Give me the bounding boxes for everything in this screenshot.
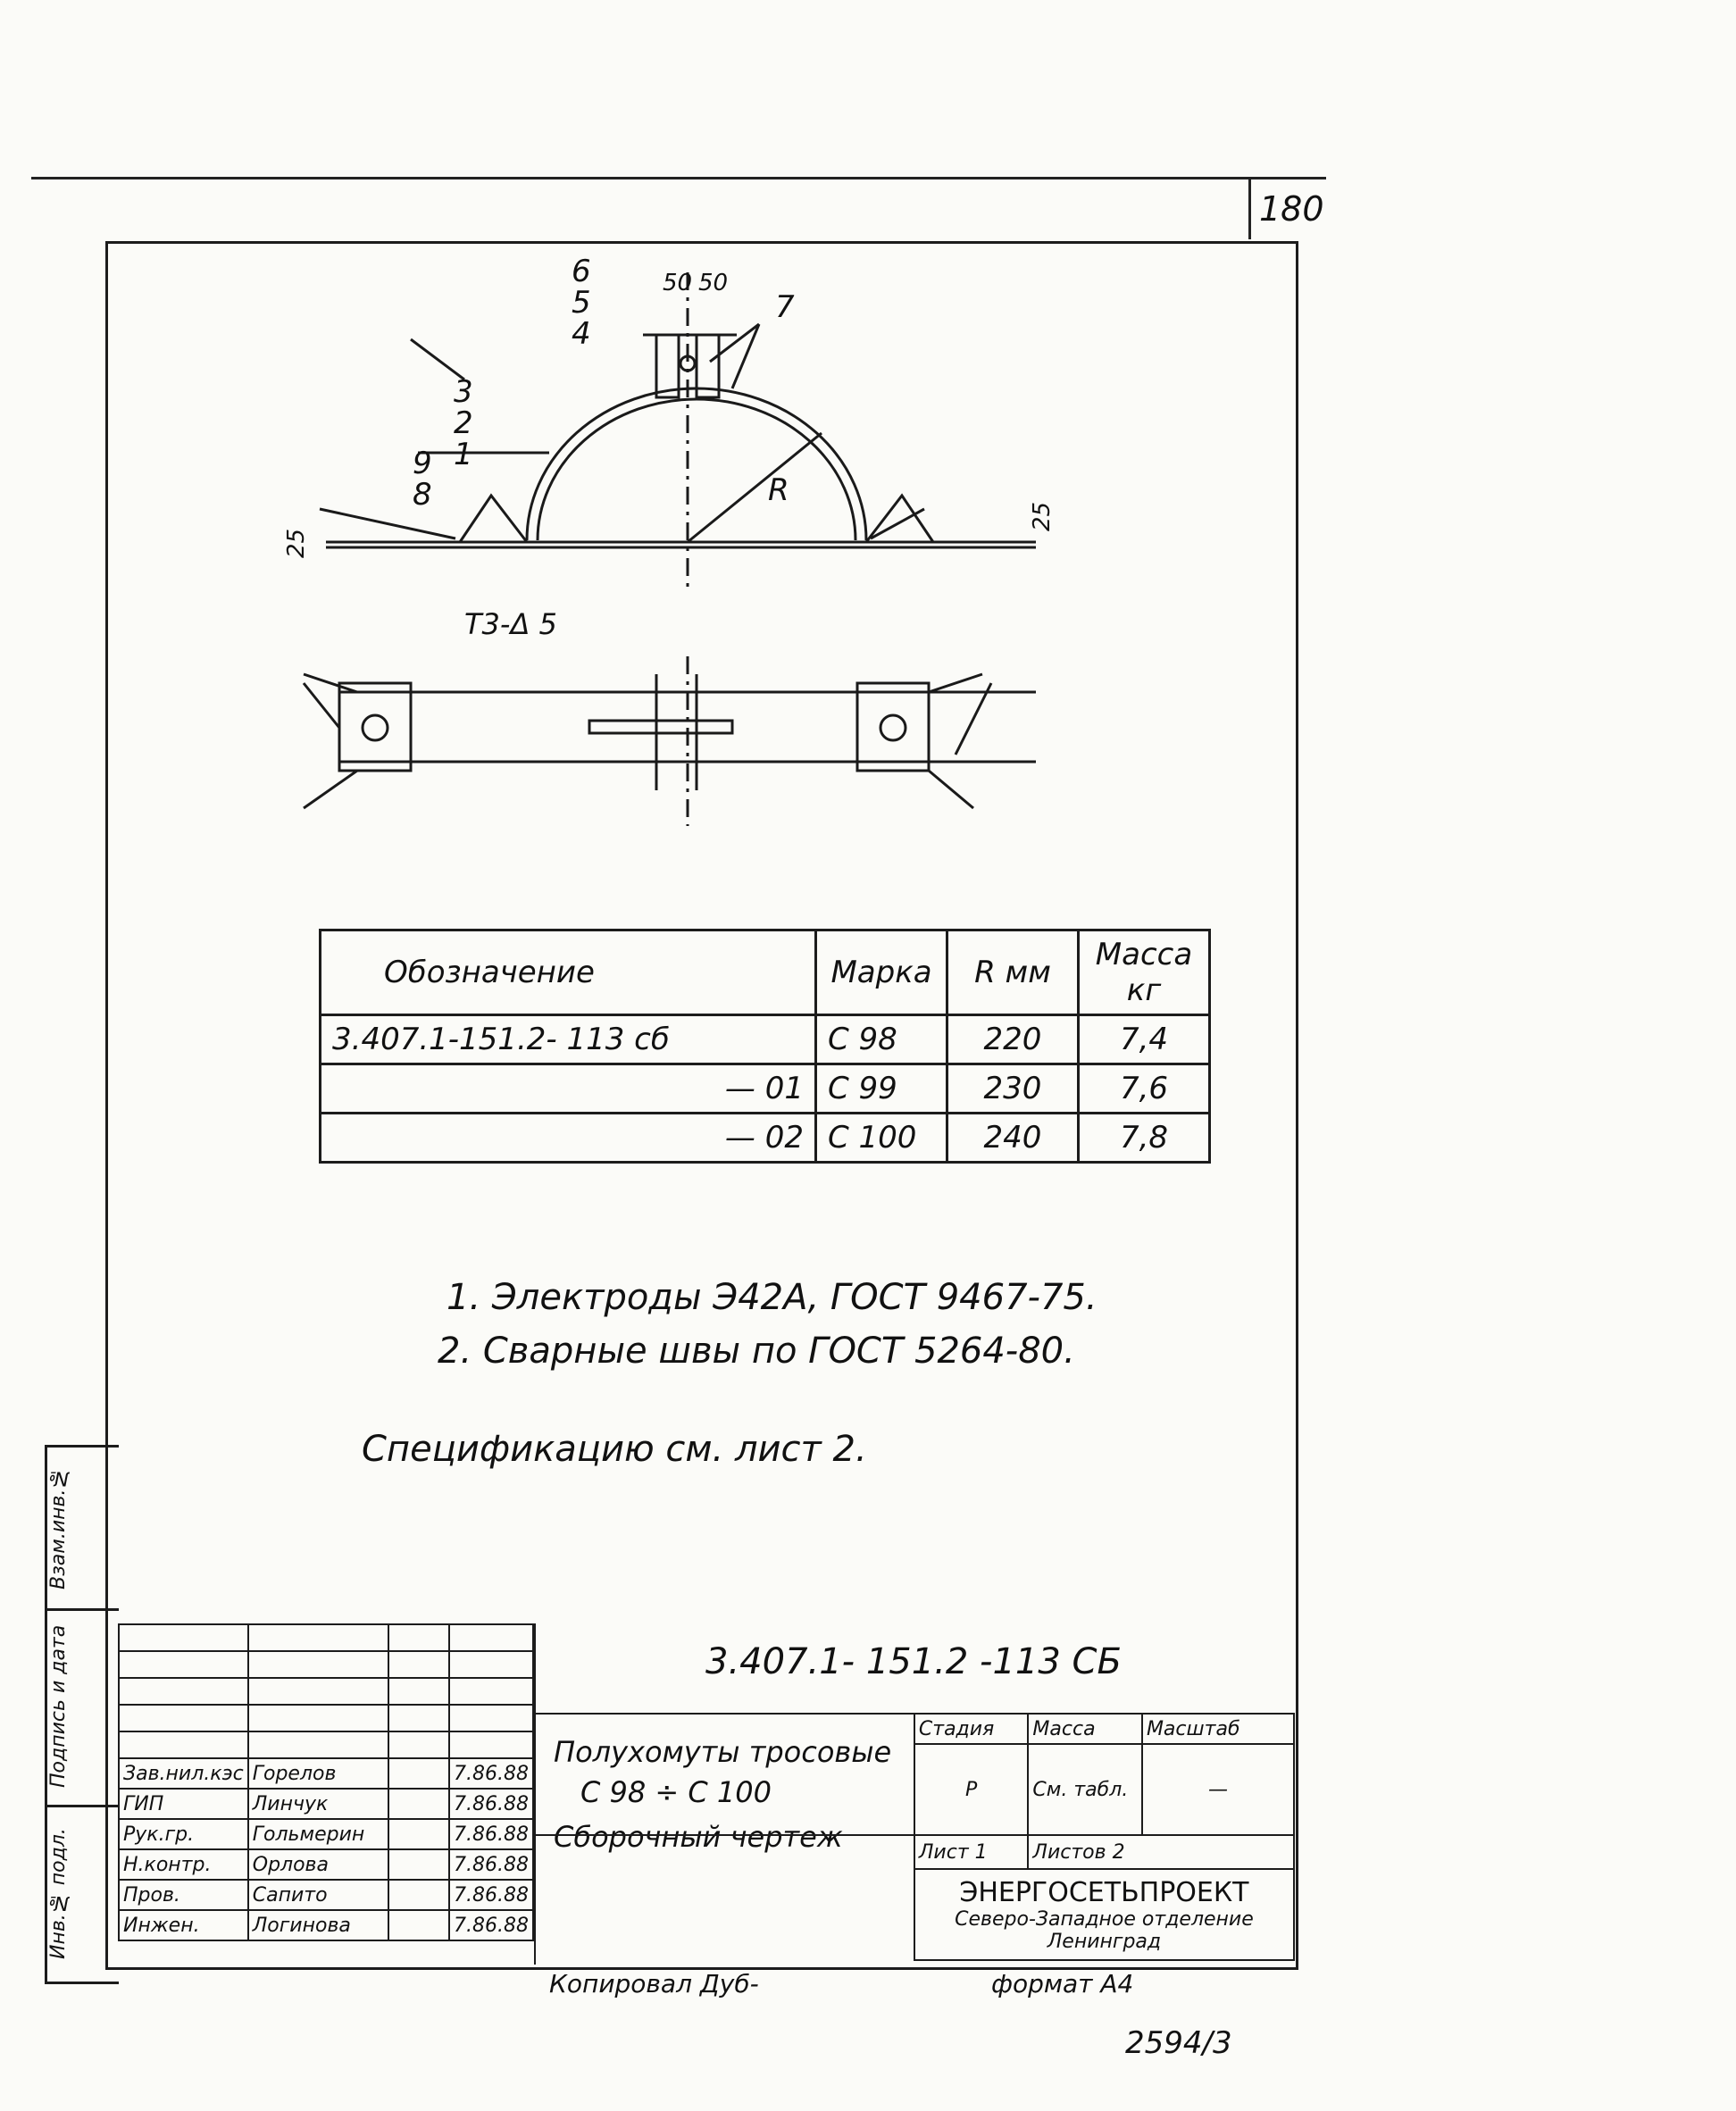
sign-date: 7.86.88 [449,1789,533,1819]
copied-by: Копировал Дуб- [549,1969,759,1998]
org-city: Ленинград [1047,1930,1162,1953]
callout-9: 9 [413,446,432,481]
side-divider [47,1608,119,1611]
header-radius: R мм [947,930,1079,1015]
person-name: Сапито [248,1880,388,1910]
side-label-original: Инв.№ подл. [47,1828,70,1960]
cell-designation: — 01 [321,1064,816,1114]
sheet-count: Листов 2 [1028,1835,1294,1869]
clamp-arc [527,388,866,540]
table-row [321,1015,1210,1064]
cell-mark: С 99 [816,1064,947,1114]
dim-width-2: 50 [698,270,729,296]
note-welds: 2. Сварные швы по ГОСТ 5264-80. [438,1331,1075,1372]
person-name: Логинова [248,1910,388,1940]
scale-label: Масштаб [1142,1714,1294,1744]
sheet-number-divider [1248,177,1251,239]
doc-code: 3.407.1- 151.2 -113 СБ [705,1641,1122,1682]
dim-width-1: 50 [663,270,693,296]
table-header-row [321,930,1210,1015]
cell-mass: 7,6 [1079,1064,1210,1114]
role: ГИП [119,1789,248,1819]
header-mass: Масса кг [1079,930,1210,1015]
table-row [119,1789,533,1819]
title-main [534,1623,1295,1965]
organization-block [914,1869,1294,1960]
sign-date: 7.86.88 [449,1910,533,1940]
stage-grid [536,1713,1295,1961]
callout-3: 3 [454,374,473,410]
side-divider [47,1805,119,1807]
role: Рук.гр. [119,1819,248,1849]
callout-8: 8 [413,477,432,513]
mass-value: См. табл. [1028,1744,1142,1835]
role: Н.контр. [119,1849,248,1880]
note-electrodes: 1. Электроды Э42А, ГОСТ 9467-75. [447,1277,1098,1318]
page-number: 180 [1259,189,1324,229]
role: Зав.нил.кэс [119,1758,248,1789]
clamp-drawing [283,254,1107,915]
cell-mark: С 98 [816,1015,947,1064]
table-row [119,1849,533,1880]
table-row [119,1758,533,1789]
side-strip [45,1445,119,1984]
side-label-signature: Подпись и дата [47,1624,70,1789]
cell-designation: — 02 [321,1114,816,1163]
role: Инжен. [119,1910,248,1940]
note-spec-ref: Спецификацию см. лист 2. [362,1429,867,1470]
dim-height-left: 25 [283,528,310,558]
person-name: Горелов [248,1758,388,1789]
callout-5: 5 [572,285,591,321]
approvals-grid [118,1623,534,1941]
marks-table [319,929,1211,1164]
callout-1: 1 [454,437,473,472]
scale-value: — [1142,1744,1294,1835]
cell-mass: 7,4 [1079,1015,1210,1064]
title-block [118,1623,1293,1965]
sign-date: 7.86.88 [449,1849,533,1880]
sheet-no: Лист 1 [914,1835,1029,1869]
callout-4: 4 [572,316,591,352]
callout-7: 7 [775,289,795,325]
role: Пров. [119,1880,248,1910]
sign-date: 7.86.88 [449,1758,533,1789]
header-designation: Обозначение [321,930,816,1015]
cell-radius: 220 [947,1015,1079,1064]
header-mark: Марка [816,930,947,1015]
sheet-top-line [31,177,1326,179]
callout-2: 2 [454,405,473,441]
table-row [321,1064,1210,1114]
cell-designation: 3.407.1-151.2- 113 сб [321,1015,816,1064]
person-name: Орлова [248,1849,388,1880]
stage-value: Р [914,1744,1029,1835]
org-division: Северо-Западное отделение [955,1907,1254,1931]
table-row [119,1819,533,1849]
person-name: Гольмерин [248,1819,388,1849]
format-label: формат А4 [991,1969,1134,1998]
stage-label: Стадия [914,1714,1029,1744]
dim-height-right: 25 [1029,501,1056,531]
sign-date: 7.86.88 [449,1880,533,1910]
cell-radius: 240 [947,1114,1079,1163]
callout-6: 6 [572,254,591,289]
title-line-2: С 98 ÷ С 100 [580,1775,772,1809]
mass-label: Масса [1028,1714,1142,1744]
table-row [119,1910,533,1940]
table-row [119,1880,533,1910]
cell-radius: 230 [947,1064,1079,1114]
dim-radius: R [768,472,789,508]
cell-mark: С 100 [816,1114,947,1163]
archive-number: 2594/3 [1125,2025,1232,2061]
title-line-3: Сборочный чертеж [554,1820,843,1854]
table-row [321,1114,1210,1163]
org-name: ЭНЕРГОСЕТЬПРОЕКТ [959,1876,1249,1908]
side-label-replace: Взам.инв.№ [47,1466,70,1590]
cell-mass: 7,8 [1079,1114,1210,1163]
person-name: Линчук [248,1789,388,1819]
title-line-1: Полухомуты тросовые [554,1735,892,1769]
sign-date: 7.86.88 [449,1819,533,1849]
weld-mark: Т3-Δ 5 [464,607,557,641]
